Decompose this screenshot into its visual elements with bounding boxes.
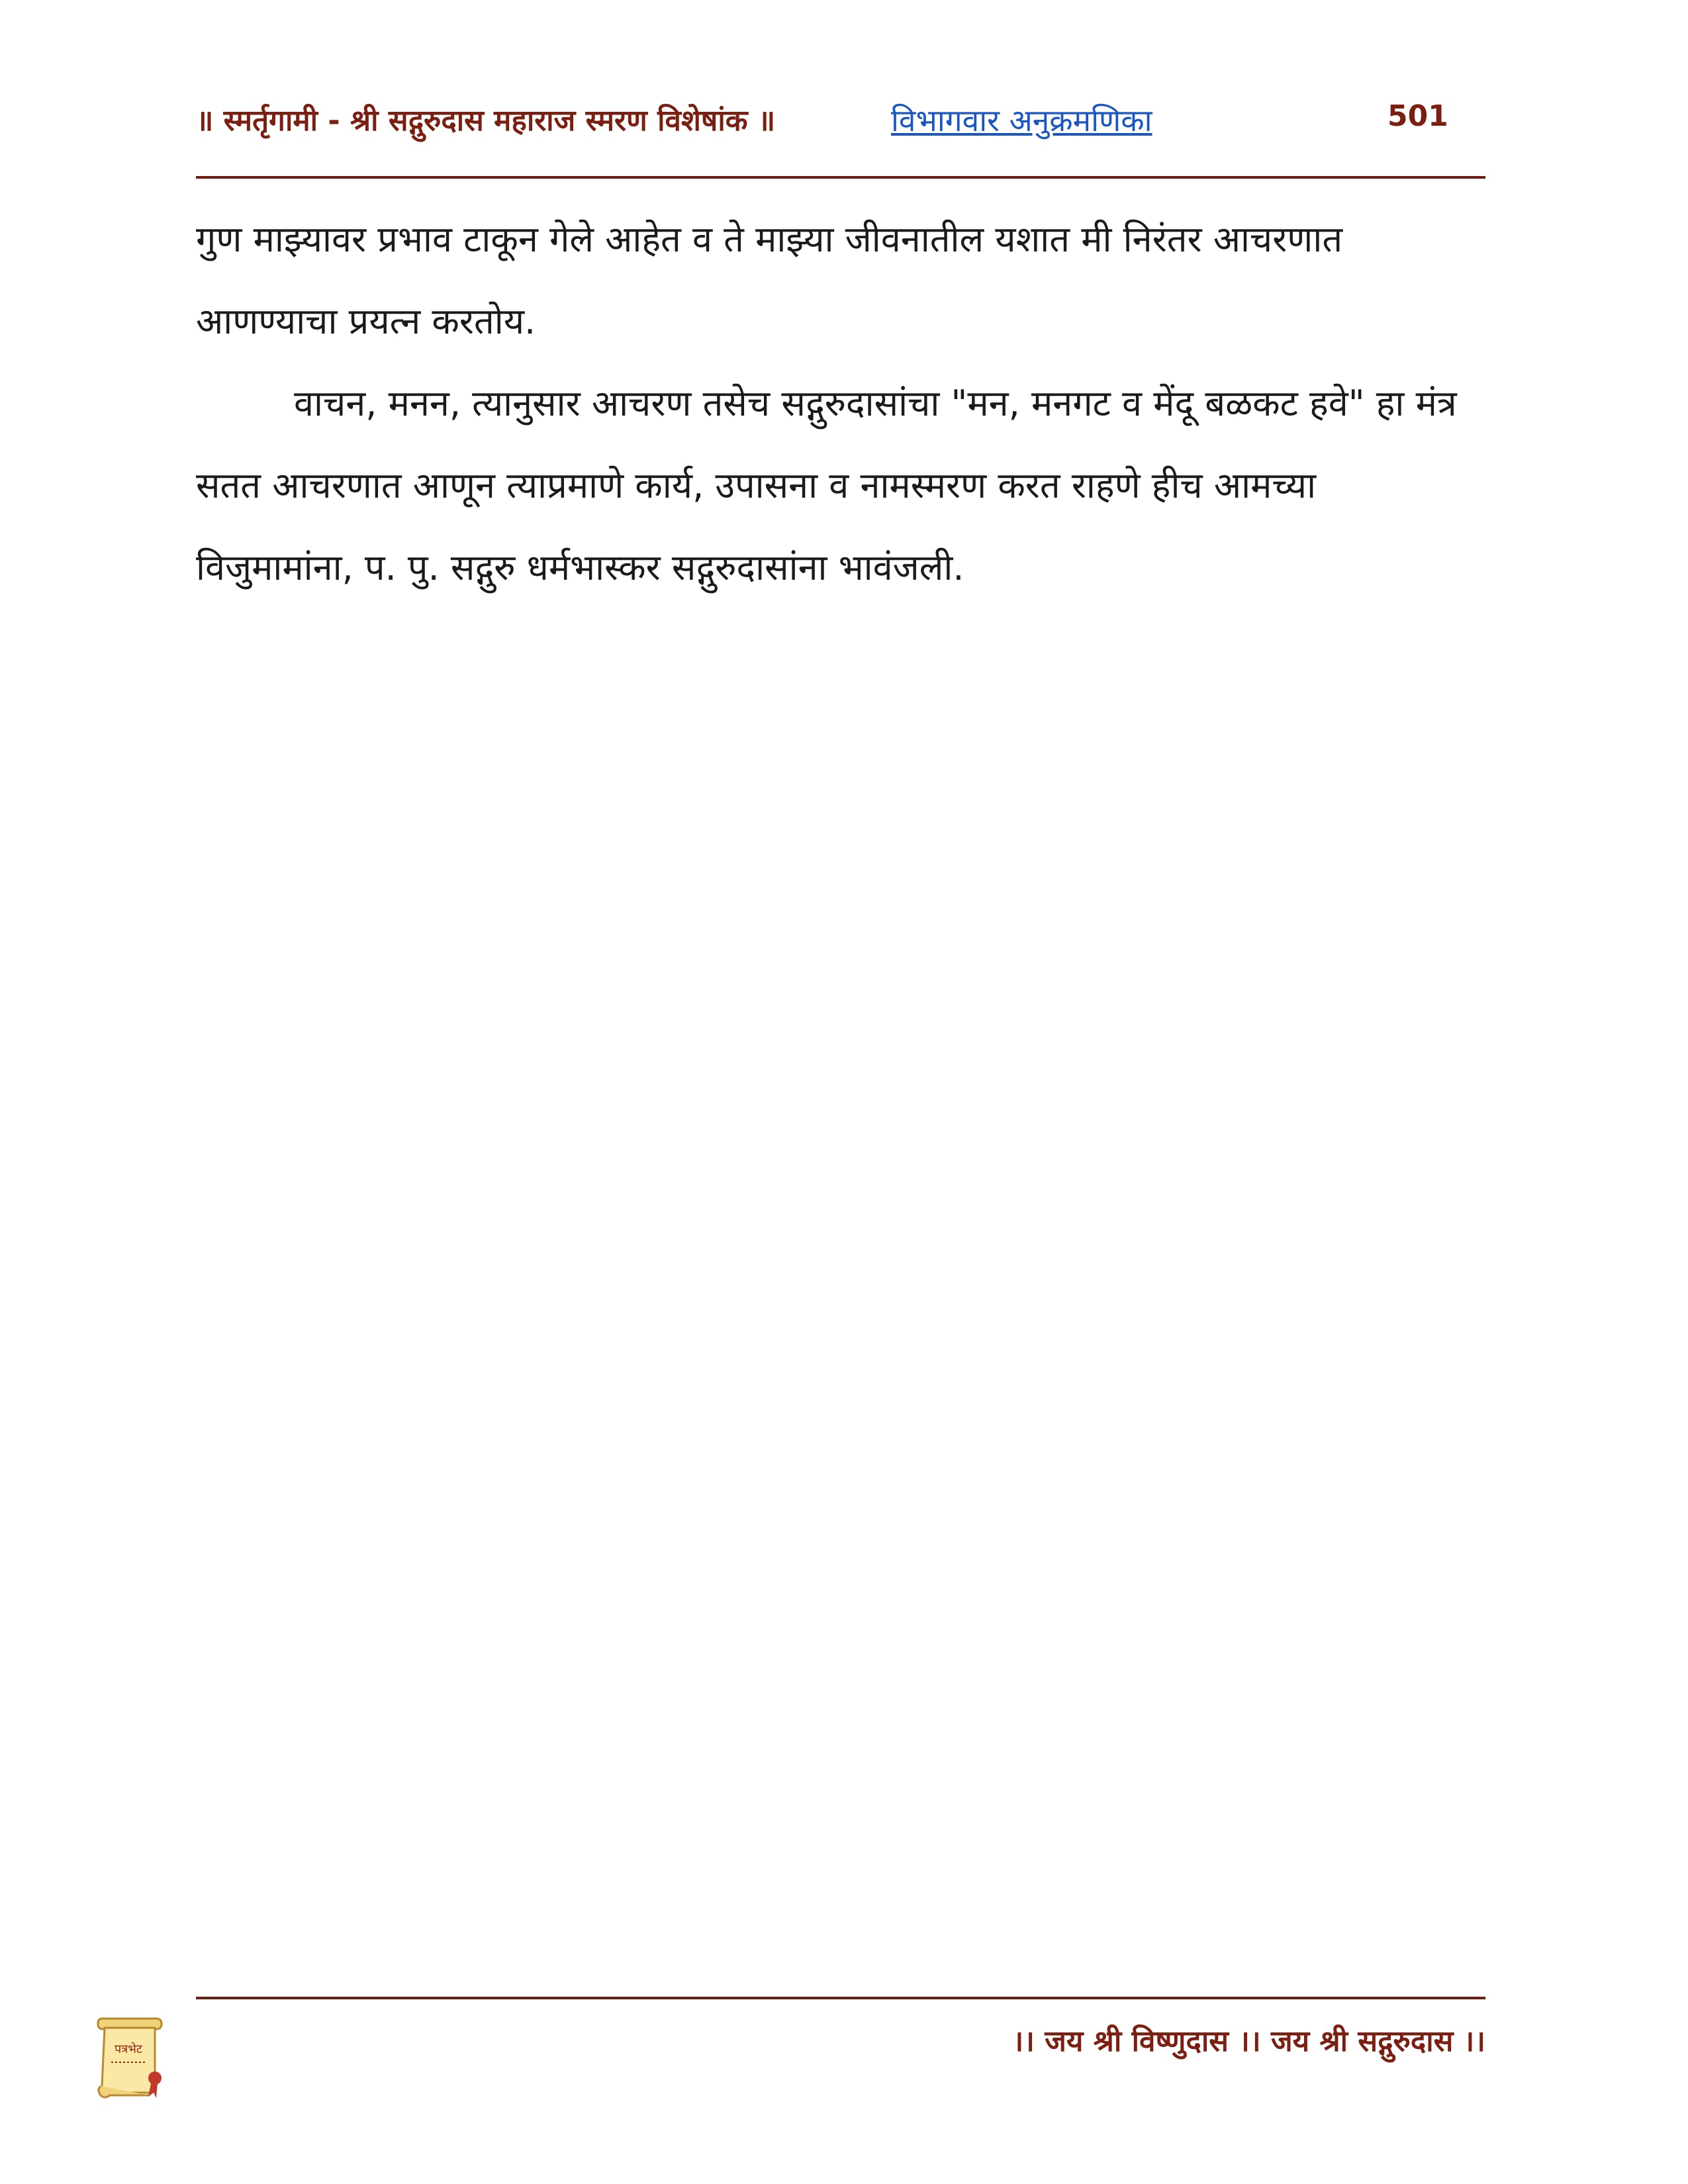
footer-slogan: ।। जय श्री विष्णुदास ।। जय श्री सद्गुरुदास ।। [1012,2025,1485,2058]
logo-text: पत्रभेट [115,2042,142,2056]
page-body [196,199,1480,609]
scroll-icon [93,2012,172,2105]
page-header [196,99,1483,152]
header-title: ॥ स्मर्तृगामी - श्री सद्गुरुदास महाराज स्मरण विशेषांक ॥ [196,104,776,138]
paragraph-2-text: वाचन, मनन, त्यानुसार आचरण तसेच सद्गुरुदासांचा "मन, मनगट व मेंदू बळकट हवे" हा मंत्र सतत आचरणात आणून त्याप्रमाणे कार्य, उपासना व नामस्मरण करत राहणे हीच आमच्या विजुमामांना, प. पु. सद्गुरु धर्मभास्कर सद्गुरुदासांना भावंजली. [196,383,1457,588]
footer-divider [196,1997,1485,1999]
paragraph-2 [196,363,1480,609]
paragraph-1: गुण माझ्यावर प्रभाव टाकून गेले आहेत व ते माझ्या जीवनातील यशात मी निरंतर आचरणात आणण्याचा प्रयत्न करतोय. [196,218,1343,342]
index-link[interactable]: विभागवार अनुक्रमणिका [891,103,1152,138]
header-divider [196,176,1485,179]
page-number: 501 [1387,99,1448,133]
